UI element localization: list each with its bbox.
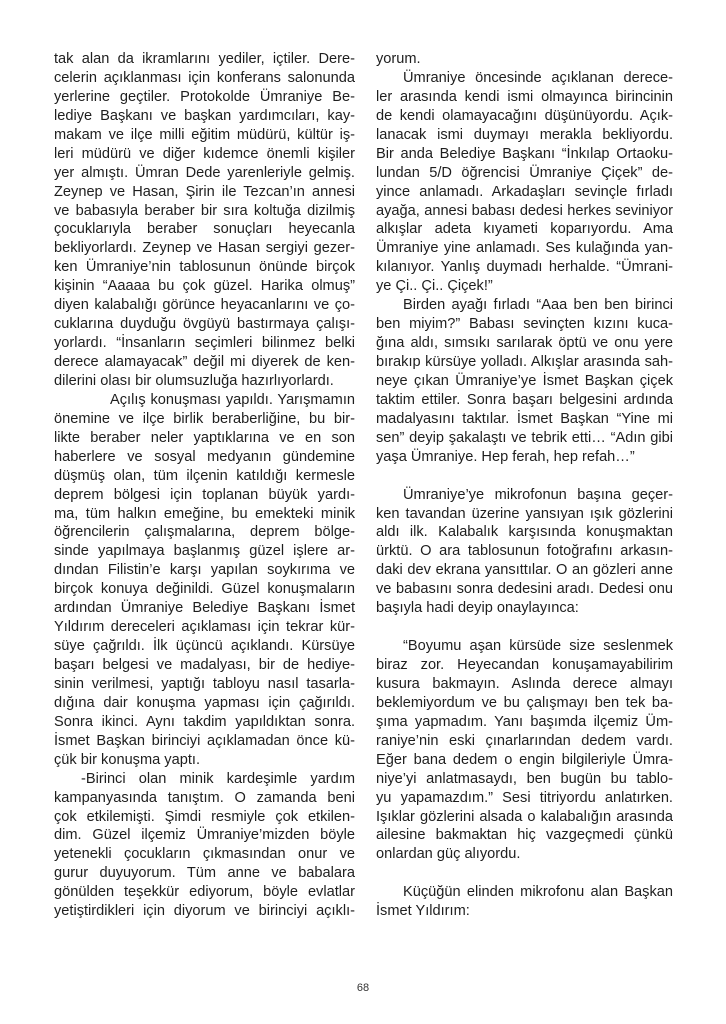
text-line: lanacak ismi duymayı merakla bekliyordu.	[376, 126, 673, 143]
text-line: ken Ümraniye’nin tablosunun önünde birçok	[54, 259, 355, 276]
text-line: süye çağrıldı. İlk üçüncü açıklandı. Kürsüye	[54, 638, 355, 655]
text-line: yetiştirdikleri için diyorum ve birinciyi açıklı-	[54, 903, 355, 920]
text-line: sen” deyip şakalaştı ve tebrik etti… “Adın gibi	[376, 429, 673, 446]
text-line: Küçüğün elinden mikrofonu alan Başkan	[403, 884, 673, 901]
text-line: kişinin “Aaaaa bu çok güzel. Harika olmuş”	[54, 278, 355, 295]
text-line: Işıklar gözlerini alsada o kalabalığın arasında	[376, 808, 673, 825]
text-line: bırakıp kürsüye yolladı. Alkışlar arasında sah-	[376, 354, 673, 370]
text-line: birçok konuya değinildi. Güzel konuşmaların	[54, 581, 355, 598]
text-line: diyen kalabalığı görünce heyacanlarını ve ço-	[54, 297, 355, 314]
text-line: şıma yapmadım. Yanı başımda ilçemiz Üm-	[376, 713, 673, 730]
text-line: madalyasını taktılar. İsmet Başkan “Yine mi	[376, 410, 673, 427]
text-line: Ümraniye yine anlamadı. Ses kulağında yan-	[376, 240, 673, 257]
text-line: yerlerine geçtiler. Protokolde Ümraniye Be-	[54, 88, 355, 105]
text-line: başarı belgesi ve madalyası, bir de hediye-	[54, 657, 355, 673]
text-line: İsmet Başkan birinciyi açıklamadan önce kü-	[54, 732, 355, 749]
text-line: kusura bakmayın. Aslında derece almayı	[376, 675, 673, 692]
right-text-column	[376, 50, 673, 921]
text-line: derece alamayacak” değil mi diyerek de ken-	[54, 354, 355, 370]
text-line: ve babasını sonra dedesini aradı. Dedesi onu	[376, 581, 673, 598]
text-line: İsmet Yıldırım:	[376, 903, 470, 920]
text-line: önemine ve ilçe birlik beraberliğine, bu bir-	[54, 410, 355, 427]
text-line: beklemiyordum ve bu çalışmayı ben tek ba-	[376, 694, 673, 711]
text-line: kampanyasında tanıştım. O zamanda beni	[54, 789, 355, 806]
text-line: sinde yapılmaya başlanmış güzel işlere ar-	[54, 543, 355, 560]
text-line: neye çıkan Ümraniye’ye İsmet Başkan çiçek	[376, 372, 673, 389]
text-line: ayağa, annesi babası dedesi herkes seviniyor	[376, 202, 673, 219]
text-line: dından Filistin’e karşı yapılan soykırıma ve	[54, 562, 355, 579]
text-line: ye Çi.. Çi.. Çiçek!”	[376, 278, 493, 295]
text-line: çocuklarıyla beraber sonuçları heyecanla	[54, 221, 355, 238]
text-line: -Birinci olan minik kardeşimle yardım	[81, 770, 355, 787]
text-line: makam ve ilçe milli eğitim müdürü, kültür iş-	[54, 126, 355, 143]
text-line: çok etkilemişti. Şimdi resmiyle çok etkilen-	[54, 808, 355, 825]
text-line: aldı ilk. Kalabalık karşısında konuşmaktan	[376, 524, 673, 541]
text-line: Bir anda Belediye Başkanı “İnkılap Ortaoku-	[376, 145, 673, 162]
text-line: bekliyorlardı. Zeynep ve Hasan sergiyi gezer-	[54, 240, 355, 257]
text-line: dilerini olası bir olumsuzluğa hazırlıyorlardı.	[54, 372, 334, 389]
left-text-column	[54, 50, 355, 921]
text-line: haberlere ve sosyal medyanın gündemine	[54, 448, 355, 465]
text-line: leri müdürü ve diğer kıdemce önemli kişiler	[54, 145, 355, 162]
text-line: likte beraber neler yaptıklarına ve en son	[54, 429, 355, 446]
text-line: yaşa Ümraniye. Hep ferah, hep refah…”	[376, 448, 635, 465]
text-line: ben miyim?” Babası sevinçten kızını kuca-	[376, 316, 673, 333]
blank-line	[376, 467, 673, 486]
text-line: yetenekli çocukların çıkmasından onur ve	[54, 846, 355, 863]
text-line: gönülden teşekkür ediyorum, böyle evlatlar	[54, 884, 355, 901]
text-line: alkışlar adeta kıyameti koparıyordu. Ama	[376, 221, 673, 238]
text-line: öğrencilerin çalışmalarına, deprem bölge-	[54, 524, 355, 541]
text-line: dığına dair konuşma yapması için çağırıldı.	[54, 694, 355, 711]
text-line: “Boyumu aşan kürsüde size seslenmek	[403, 638, 673, 655]
text-line: onlardan güç alıyordu.	[376, 846, 521, 863]
text-line: ler arasında kendi ismi olmayınca birincinin	[376, 88, 673, 105]
text-line: de kendi olamayacağını düşünüyordu. Açık-	[376, 107, 673, 124]
text-line: dim. Güzel ilçemiz Ümraniye’mizden böyle	[54, 827, 355, 844]
text-line: yorum.	[376, 51, 421, 67]
text-line: sinin verilmesi, yaptığı tabloyu nasıl tasarla-	[54, 675, 355, 692]
text-line: yorlardı. “İnsanların seçimleri bilinmez belki	[54, 335, 355, 352]
text-line: ma, tüm halkın emeğine, bu emekteki minik	[54, 505, 355, 522]
text-line: Açılış konuşması yapıldı. Yarışmamın	[110, 391, 355, 408]
page-number: 68	[356, 982, 370, 994]
blank-line	[376, 618, 673, 637]
text-line: Eğer bana dedem o engin bilgileriyle Ümra-	[376, 751, 673, 768]
text-line: Birden ayağı fırladı “Aaa ben ben birinci	[403, 297, 673, 314]
text-line: ğına aldı, sımsıkı sarılarak öptü ve onu yere	[376, 335, 673, 352]
text-line: ürktü. O ara tablosunun fotoğrafını arkasın-	[376, 543, 673, 560]
text-line: Ümraniye’ye mikrofonun başına geçer-	[403, 486, 673, 503]
text-line: Ümraniye öncesinde açıklanan derece-	[403, 69, 673, 86]
text-line: gurur duyuyorum. Tüm anne ve babalara	[54, 865, 355, 882]
text-line: raniye’nin eski çınarlarından dedem vardı.	[376, 732, 673, 749]
text-line: cuklarına duyduğu övgüyü bastırmaya çalışı-	[54, 316, 355, 333]
text-line: yer almıştı. Ümran Dede yarenleriyle gelmiş.	[54, 164, 355, 181]
text-line: başıyla hadi deyip onaylayınca:	[376, 600, 579, 617]
text-line: lundan 5/D öğrencisi Ümraniye Çiçek” de-	[376, 164, 673, 181]
text-line: taktim ettiler. Sonra başarı belgesini ardında	[376, 391, 673, 408]
text-line: Yıldırım dereceleri açıklaması için tekrar kür-	[54, 619, 355, 636]
text-line: tak alan da ikramlarını yediler, içtiler. Dere-	[54, 51, 355, 67]
text-line: lediye Başkanı ve başkan yardımcıları, kay-	[54, 107, 355, 124]
text-line: ve babasıyla beraber bir sıra koltuğa dizilmiş	[54, 202, 355, 219]
blank-line	[376, 864, 673, 883]
text-line: celerin açıklanması için konferans salonunda	[54, 69, 355, 86]
text-line: düşmüş olan, tüm ilçenin katıldığı kermesle	[54, 467, 355, 484]
text-line: daki dev ekrana yansıttılar. O an gözleri anne	[376, 562, 673, 579]
text-line: kılanıyor. Yanlış duymadı herhalde. “Ümrani-	[376, 259, 673, 276]
text-line: niye’yi anlatmasaydı, ben bugün bu tablo-	[376, 770, 673, 787]
text-line: deprem bölgesi için toplanan büyük yardı-	[54, 486, 355, 503]
text-line: ailesine bakmaktan hiç vazgeçmedi çünkü	[376, 827, 673, 844]
text-line: yu yapamazdım.” Sesi titriyordu anlatırken.	[376, 789, 673, 806]
text-line: ken tavandan üzerine yansıyan ışık gözlerini	[376, 505, 673, 522]
text-line: Zeynep ve Hasan, Şirin ile Tezcan’ın annesi	[54, 183, 355, 200]
text-line: çük bir konuşma yaptı.	[54, 751, 201, 768]
text-line: yince anlamadı. Arkadaşları sevinçle fırladı	[376, 183, 673, 200]
text-line: biraz zor. Heyecandan konuşamayabilirim	[376, 657, 673, 673]
text-line: Sonra ikinci. Aynı takdim yapıldıktan sonra.	[54, 713, 355, 730]
text-line: ardından Ümraniye Belediye Başkanı İsmet	[54, 600, 355, 617]
